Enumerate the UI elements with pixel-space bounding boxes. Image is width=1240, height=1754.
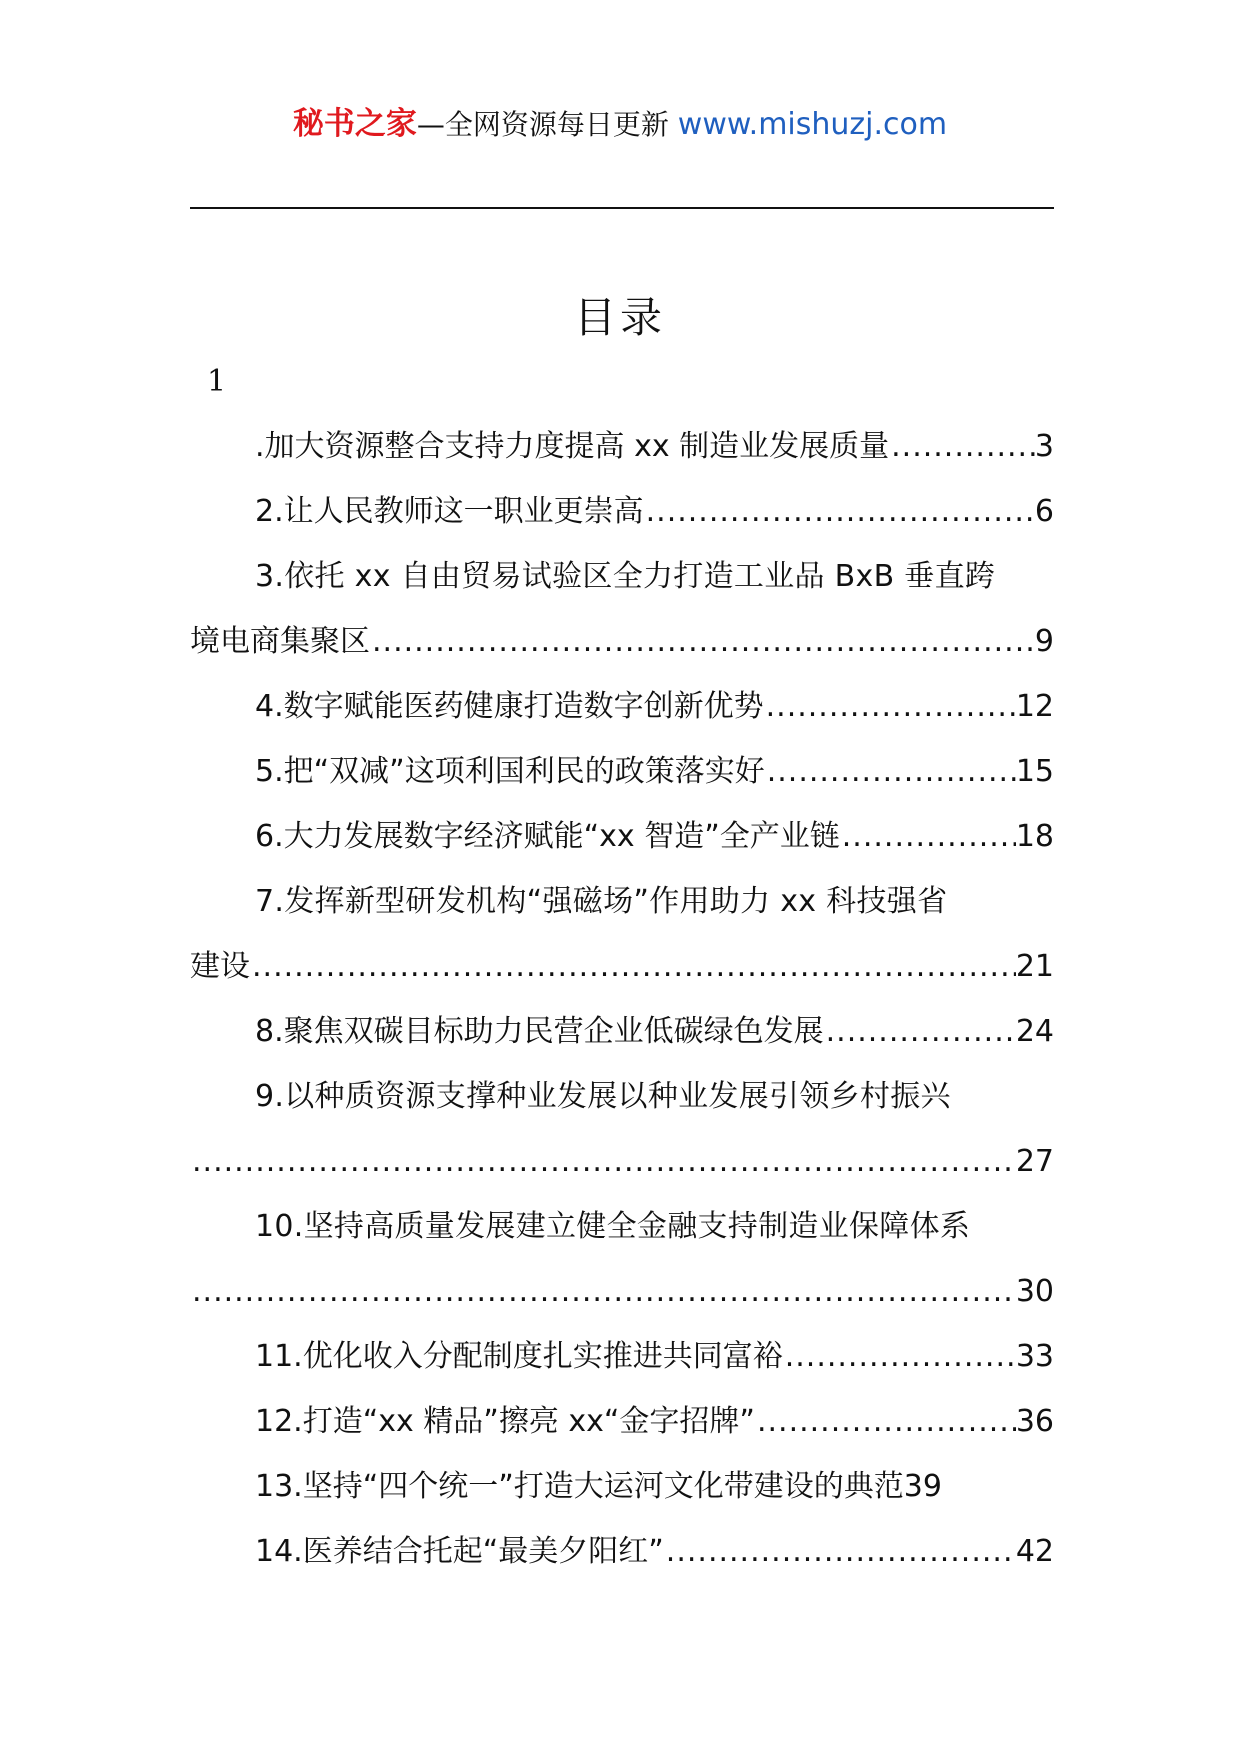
toc-entry-14[interactable] (190, 1519, 1054, 1584)
toc-entry-4[interactable] (190, 674, 1054, 739)
brand-name: 秘书之家 (292, 106, 417, 142)
toc-entry-2[interactable] (190, 479, 1054, 544)
toc-entry-title: 建设 (190, 949, 250, 984)
toc-page-number: 12 (1015, 689, 1054, 724)
toc-page-number: 36 (1015, 1404, 1054, 1439)
toc-entry-title-line1: 3.依托 xx 自由贸易试验区全力打造工业品 BxB 垂直跨 (255, 559, 996, 594)
toc-entry-1[interactable] (190, 414, 1054, 479)
toc-entry-title: 6.大力发展数字经济赋能“xx 智造”全产业链 (255, 819, 840, 854)
toc-leader (840, 804, 1016, 869)
toc-entry-5[interactable] (190, 739, 1054, 804)
toc-leader (764, 674, 1016, 739)
toc-leader (755, 1389, 1016, 1454)
toc-entry-title: 12.打造“xx 精品”擦亮 xx“金字招牌” (255, 1404, 755, 1439)
toc-entry-9[interactable] (190, 1064, 1054, 1194)
toc-entry-13[interactable] (190, 1454, 1054, 1519)
toc-page-number: 6 (1034, 494, 1054, 529)
toc-entry-title: 13.坚持“四个统一”打造大运河文化带建设的典范 (255, 1469, 904, 1504)
toc-leader (190, 1259, 1016, 1324)
toc-page-number: 30 (1015, 1274, 1054, 1309)
site-url-link[interactable]: www.mishuzj.com (677, 107, 948, 142)
header-divider (190, 207, 1054, 209)
toc-entry-title: 2.让人民教师这一职业更崇高 (255, 494, 644, 529)
toc-page-number: 33 (1015, 1339, 1054, 1374)
toc-entry-title: 11.优化收入分配制度扎实推进共同富裕 (255, 1339, 783, 1374)
toc-entry-10[interactable] (190, 1194, 1054, 1324)
toc-leader (644, 479, 1035, 544)
toc-page-number: 3 (1034, 429, 1054, 464)
toc-entry-title: 8.聚焦双碳目标助力民营企业低碳绿色发展 (255, 1014, 824, 1049)
table-of-contents (190, 414, 1054, 1584)
toc-entry-7[interactable] (190, 869, 1054, 999)
header-slogan: —全网资源每日更新 (416, 108, 678, 141)
toc-leader (370, 609, 1035, 674)
toc-leader (190, 1129, 1016, 1194)
toc-page-number: 42 (1015, 1534, 1054, 1569)
toc-entry-title: 5.把“双减”这项利国利民的政策落实好 (255, 754, 765, 789)
toc-leader (250, 934, 1016, 999)
toc-entry-title-line1: 7.发挥新型研发机构“强磁场”作用助力 xx 科技强省 (255, 884, 948, 919)
toc-entry-title-line1: 10.坚持高质量发展建立健全金融支持制造业保障体系 (255, 1209, 971, 1244)
toc-entry-11[interactable] (190, 1324, 1054, 1389)
toc-entry-title: 4.数字赋能医药健康打造数字创新优势 (255, 689, 764, 724)
toc-entry-8[interactable] (190, 999, 1054, 1064)
list-marker: 1 (207, 364, 227, 399)
toc-leader (783, 1324, 1016, 1389)
toc-leader (889, 414, 1035, 479)
toc-entry-3[interactable] (190, 544, 1054, 674)
toc-entry-12[interactable] (190, 1389, 1054, 1454)
toc-page-number: 27 (1015, 1144, 1054, 1179)
toc-page-number: 9 (1034, 624, 1054, 659)
toc-leader (765, 739, 1016, 804)
toc-page-number: 18 (1015, 819, 1054, 854)
toc-leader (824, 999, 1016, 1064)
toc-page-number: 15 (1015, 754, 1054, 789)
toc-entry-6[interactable] (190, 804, 1054, 869)
toc-page-number: 24 (1015, 1014, 1054, 1049)
toc-page-number: 21 (1015, 949, 1054, 984)
toc-entry-title: 境电商集聚区 (190, 624, 370, 659)
site-header (0, 100, 1240, 149)
page-title: 目录 (573, 293, 666, 342)
toc-entry-title-line1: 9.以种质资源支撑种业发展以种业发展引领乡村振兴 (255, 1079, 951, 1114)
toc-leader (664, 1519, 1016, 1584)
toc-page-number: 39 (903, 1469, 942, 1504)
toc-entry-title: .加大资源整合支持力度提高 xx 制造业发展质量 (255, 429, 890, 464)
toc-entry-title: 14.医养结合托起“最美夕阳红” (255, 1534, 664, 1569)
